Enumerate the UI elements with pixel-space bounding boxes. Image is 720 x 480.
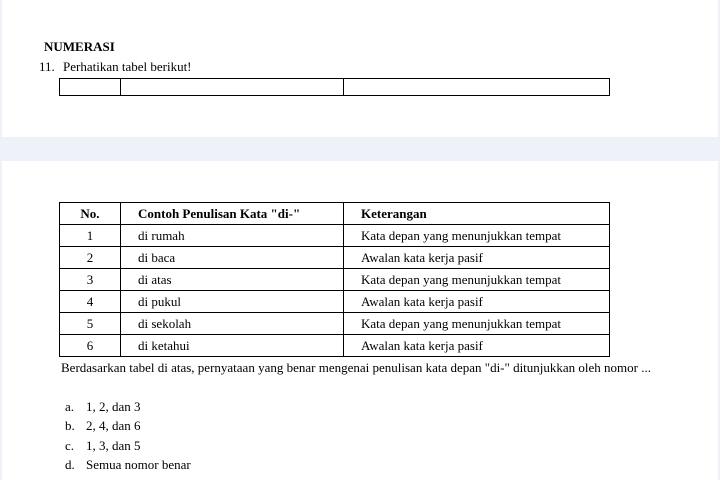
row-description: Awalan kata kerja pasif (344, 335, 610, 357)
row-number: 5 (60, 313, 121, 335)
option-letter: b. (65, 418, 75, 434)
table-row (60, 335, 610, 357)
row-description: Awalan kata kerja pasif (344, 247, 610, 269)
question-intro: Perhatikan tabel berikut! (63, 59, 192, 74)
header-example: Contoh Penulisan Kata "di-" (121, 203, 344, 225)
option-d[interactable] (65, 455, 191, 474)
option-b[interactable] (65, 416, 191, 435)
row-example: di baca (121, 247, 344, 269)
option-c[interactable] (65, 436, 191, 455)
row-description: Kata depan yang menunjukkan tempat (344, 269, 610, 291)
table-row (60, 291, 610, 313)
option-text: 1, 2, dan 3 (86, 399, 141, 414)
table-header-fragment (59, 78, 610, 96)
table-row (60, 225, 610, 247)
row-number: 3 (60, 269, 121, 291)
option-a[interactable] (65, 397, 191, 416)
answer-options (65, 397, 191, 474)
question-stem: Berdasarkan tabel di atas, pernyataan yang benar mengenai penulisan kata depan "di-" ditunjukkan oleh nomor ... (61, 360, 651, 375)
table-row (60, 247, 610, 269)
empty-cell (60, 79, 121, 96)
empty-cell (344, 79, 610, 96)
table-row (60, 269, 610, 291)
row-description: Awalan kata kerja pasif (344, 291, 610, 313)
page-1 (2, 0, 718, 137)
row-example: di atas (121, 269, 344, 291)
row-example: di ketahui (121, 335, 344, 357)
question-number: 11. (39, 59, 55, 74)
row-number: 4 (60, 291, 121, 313)
row-example: di rumah (121, 225, 344, 247)
section-title: NUMERASI (44, 39, 115, 54)
row-description: Kata depan yang menunjukkan tempat (344, 313, 610, 335)
header-no: No. (60, 203, 121, 225)
option-text: 2, 4, dan 6 (86, 418, 141, 434)
table-header-row (60, 203, 610, 225)
empty-cell (121, 79, 344, 96)
option-letter: a. (65, 399, 75, 414)
option-letter: c. (65, 437, 75, 453)
row-number: 6 (60, 335, 121, 357)
option-text: 1, 3, dan 5 (86, 437, 141, 453)
row-number: 2 (60, 247, 121, 269)
option-letter: d. (65, 456, 75, 472)
row-example: di pukul (121, 291, 344, 313)
row-number: 1 (60, 225, 121, 247)
row-example: di sekolah (121, 313, 344, 335)
table-row (60, 313, 610, 335)
page-2 (2, 161, 718, 480)
header-description: Keterangan (344, 203, 610, 225)
question-intro-line (39, 59, 192, 75)
option-text: Semua nomor benar (86, 456, 191, 472)
di-usage-table (59, 202, 610, 357)
row-description: Kata depan yang menunjukkan tempat (344, 225, 610, 247)
